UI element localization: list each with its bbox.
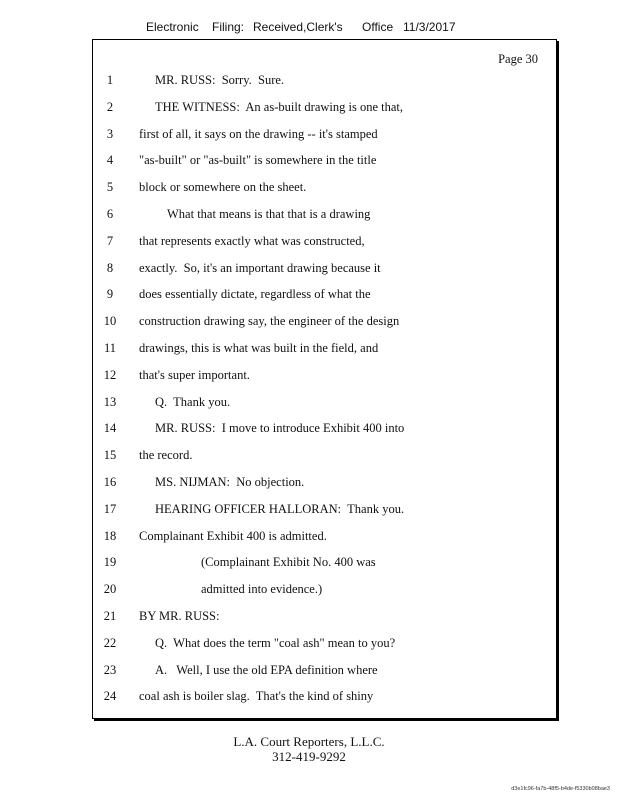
line-number: 15	[103, 448, 117, 463]
line-number: 11	[103, 341, 117, 355]
transcript-line	[93, 609, 558, 629]
transcript-line	[93, 475, 558, 495]
line-text: "as-built" or "as-built" is somewhere in the title	[139, 153, 377, 168]
transcript-line	[93, 448, 558, 468]
header-date: 11/3/2017	[403, 20, 456, 34]
transcript-line	[93, 395, 558, 415]
header-electronic: Electronic	[146, 20, 199, 34]
transcript-line	[93, 368, 558, 388]
transcript-line	[93, 180, 558, 200]
line-number: 7	[106, 233, 114, 248]
line-number: 23	[103, 662, 117, 677]
line-text: MR. RUSS: I move to introduce Exhibit 400 into	[155, 421, 405, 436]
transcript-line	[93, 100, 558, 120]
line-text: does essentially dictate, regardless of what the	[139, 287, 371, 302]
transcript-line	[93, 314, 558, 334]
transcript-line	[93, 421, 558, 441]
transcript-line	[93, 234, 558, 254]
transcript-line	[93, 663, 558, 683]
transcript-line	[93, 529, 558, 549]
line-text: admitted into evidence.)	[201, 582, 323, 597]
transcript-line	[93, 153, 558, 173]
line-text: that's super important.	[139, 367, 250, 382]
line-text: A. Well, I use the old EPA definition where	[155, 662, 378, 677]
line-number: 18	[103, 528, 117, 543]
line-text: MR. RUSS: Sorry. Sure.	[155, 73, 285, 87]
line-text: Complainant Exhibit 400 is admitted.	[139, 528, 327, 543]
transcript-line	[93, 207, 558, 227]
line-text: MS. NIJMAN: No objection.	[155, 475, 305, 489]
line-text: construction drawing say, the engineer of the design	[139, 314, 400, 329]
line-text: exactly. So, it's an important drawing because it	[139, 260, 381, 275]
transcript-line	[93, 261, 558, 281]
header-office: Office	[362, 20, 394, 34]
line-number: 10	[103, 314, 117, 329]
line-number: 12	[103, 367, 117, 382]
transcript-line	[93, 341, 558, 361]
line-text: BY MR. RUSS:	[139, 609, 220, 623]
transcript-line	[93, 73, 558, 93]
page-number: Page 30	[498, 52, 538, 66]
footer-phone: 312-419-9292	[272, 749, 346, 764]
transcript-line	[93, 502, 558, 522]
line-number: 14	[103, 421, 117, 436]
line-number: 9	[106, 287, 114, 302]
line-number: 16	[103, 475, 117, 489]
document-hash: d3e1fc96-fa7b-48f5-b4de-f5330b08bae3	[511, 786, 610, 792]
line-number: 5	[106, 180, 114, 195]
line-number: 20	[103, 582, 117, 597]
line-number: 6	[106, 207, 114, 221]
line-number: 22	[103, 635, 117, 650]
transcript-line	[93, 127, 558, 147]
line-text: coal ash is boiler slag. That's the kind of shiny	[139, 689, 374, 704]
transcript-line	[93, 689, 558, 709]
line-text: block or somewhere on the sheet.	[139, 180, 307, 195]
line-number: 13	[103, 394, 117, 409]
line-number: 1	[106, 73, 114, 87]
line-text: Q. What does the term "coal ash" mean to you?	[155, 635, 396, 650]
line-text: THE WITNESS: An as-built drawing is one that,	[155, 99, 404, 114]
transcript-line	[93, 555, 558, 575]
line-number: 4	[106, 153, 114, 168]
line-number: 19	[103, 555, 117, 570]
line-number: 3	[106, 126, 114, 141]
header-filing: Filing:	[212, 20, 245, 34]
line-text: (Complainant Exhibit No. 400 was	[201, 555, 376, 570]
transcript-line	[93, 636, 558, 656]
line-text: What that means is that that is a drawing	[167, 207, 371, 221]
footer-company: L.A. Court Reporters, L.L.C.	[233, 734, 385, 749]
transcript-line	[93, 582, 558, 602]
line-text: Q. Thank you.	[155, 394, 231, 409]
transcript-page	[92, 39, 557, 719]
line-number: 2	[106, 99, 114, 114]
line-number: 24	[103, 689, 117, 704]
header-received: Received,Clerk's	[253, 20, 343, 34]
line-number: 8	[106, 260, 114, 275]
line-number: 21	[103, 609, 117, 623]
transcript-line	[93, 287, 558, 307]
line-text: drawings, this is what was built in the field, and	[139, 341, 379, 355]
line-number: 17	[103, 501, 117, 516]
line-text: that represents exactly what was constructed,	[139, 233, 365, 248]
line-text: first of all, it says on the drawing -- it's stamped	[139, 126, 378, 141]
line-text: the record.	[139, 448, 193, 463]
line-text: HEARING OFFICER HALLORAN: Thank you.	[155, 501, 405, 516]
